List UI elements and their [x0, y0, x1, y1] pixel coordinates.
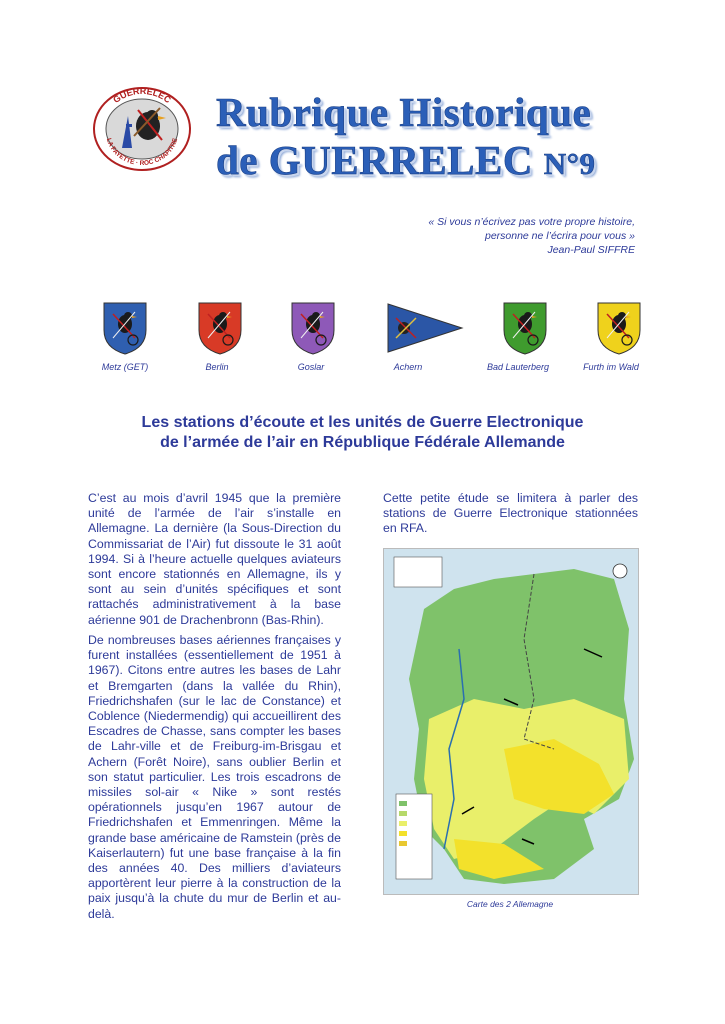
badge-berlin	[196, 300, 244, 356]
badge-emblem-icon	[196, 300, 244, 356]
legend-swatch-hills	[399, 811, 407, 816]
map-compass	[613, 564, 627, 578]
legend-swatch-lowland	[399, 801, 407, 806]
badge-emblem-icon	[595, 300, 643, 356]
badge-emblem-icon	[501, 300, 549, 356]
paragraph-3: Cette petite étude se limitera à parler des stations de Guerre Electronique stationnées en RFA.	[383, 491, 638, 536]
map-title-box	[394, 557, 442, 587]
page-title-line-2	[216, 136, 616, 184]
quote-line-2: personne ne l’écrira pour vous »	[484, 230, 635, 242]
badge-label-metz: Metz (GET)	[101, 362, 149, 372]
badge-label-furth-im-wald: Furth im Wald	[583, 362, 639, 372]
logo-ring-top: GUERRELEC	[111, 86, 173, 106]
badge-label-bad-lauterberg: Bad Lauterberg	[486, 362, 550, 372]
legend-swatch-mountain	[399, 831, 407, 836]
badge-label-berlin: Berlin	[205, 362, 229, 372]
badge-furth-im-wald	[595, 300, 643, 356]
map-caption: Carte des 2 Allemagne	[466, 899, 554, 909]
badge-label-goslar: Goslar	[297, 362, 325, 372]
paragraph-2: De nombreuses bases aériennes françaises y furent installées (essentiellement de 1951 à 1967). Citons entre autres les bases de Lahr et Bremgarten (dans la vallée du Rhin), Friedrichshafen (sur le lac de Constance) et Coblence (Niedermendig) qui accueillirent des Escadres de Chasse, sans compter les bases de Lahr-ville et de Freiburg-im-Brisgau et Achern (Forêt Noire), sans oublier Berlin et son statut particulier. Les trois escadrons de missiles sol-air « Nike » sont restés opérationnels jusqu’en 1967 autour de Friedrichshafen et Emmenringen. Même la grande base américaine de Ramstein (près de Kaiserlautern) fut une base française à la fin des années 40. Des milliers d’aviateurs apportèrent leur pierre à la construction de la paix jusqu’à la chute du mur de Berlin et au-delà.	[88, 633, 341, 921]
legend-swatch-high	[399, 841, 407, 846]
germany-map	[383, 548, 639, 895]
svg-text:GUERRELEC	[111, 86, 173, 105]
badge-metz	[101, 300, 149, 356]
badge-emblem-icon	[289, 300, 337, 356]
svg-text:LA FAYETTE · ROC CHAPITRE	[105, 137, 180, 167]
legend-swatch-upland	[399, 821, 407, 826]
badge-emblem-icon	[101, 300, 149, 356]
quote-line-1: « Si vous n’écrivez pas votre propre histoire,	[428, 216, 635, 228]
paragraph-1: C’est au mois d’avril 1945 que la première unité de l’armée de l’air s’installe en Allemagne. La dernière (la Sous-Direction du Commissariat de l’Air) fut dissoute le 31 août 1994. Si à l’heure actuelle quelques aviateurs sont encore stationnés en Allemagne, ils y sont au sein d’unités spécifiques et sont rattachés administrativement à la base aérienne 901 de Drachenbronn (Bas-Rhin).	[88, 491, 341, 627]
logo-ring-bottom: LA FAYETTE · ROC CHAPITRE	[104, 137, 180, 168]
article-heading-line-2: de l’armée de l’air en République Fédérale Allemande	[160, 434, 565, 451]
guerrelec-logo	[92, 86, 192, 172]
badge-label-achern: Achern	[393, 362, 423, 372]
badge-goslar	[289, 300, 337, 356]
quote-author: Jean-Paul SIFFRE	[547, 244, 635, 256]
article-heading-line-1: Les stations d’écoute et les unités de Guerre Electronique	[141, 414, 584, 431]
issue-number: N°9	[543, 146, 596, 181]
badge-achern	[386, 300, 464, 356]
map-legend	[396, 794, 432, 879]
page-title-line-1: Rubrique Historique	[216, 89, 592, 135]
badge-emblem-icon	[386, 300, 464, 356]
badge-bad-lauterberg	[501, 300, 549, 356]
page-title-name: de GUERRELEC	[216, 137, 533, 183]
